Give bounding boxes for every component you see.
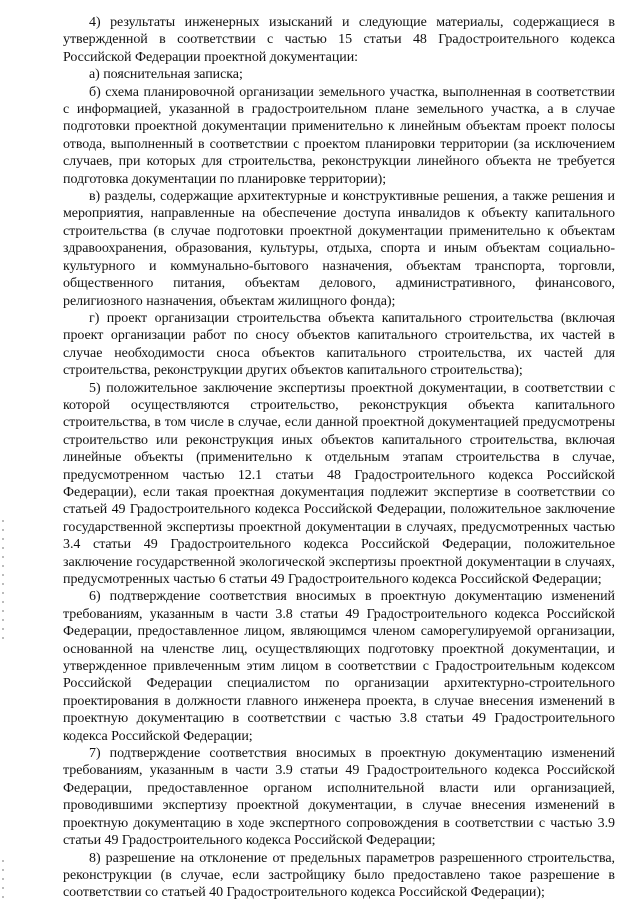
paragraph-item-6: 6) подтверждение соответствия вносимых в проектную документацию изменений требованиям, указанным в части 3.8 статьи 49 Градостроительного кодекса Российской Федерации, предоставленное лицом, являющимся членом саморегулируемой организации, основанной на членстве лиц, осуществляющих подготовку проектной документации, и утвержденное привлеченным этим лицом в соответствии с Градостроительным кодексом Российской Федерации специалистом по организации архитектурно-строительного проектирования в должности главного инженера проекта, в случае внесения изменений в проектную документацию в соответствии с частью 3.8 статьи 49 Градостроительного кодекса Российской Федерации;	[63, 589, 615, 744]
paragraph-item-7: 7) подтверждение соответствия вносимых в проектную документацию изменений требованиям, указанным в части 3.9 статьи 49 Градостроительного кодекса Российской Федерации, предоставленное органом исполнительной власти или организацией, проводившими экспертизу проектной документации, в случае внесения изменений в проектную документацию в ходе экспертного сопровождения в соответствии с частью 3.9 статьи 49 Градостроительного кодекса Российской Федерации;	[63, 746, 615, 849]
scan-edge-marks	[2, 520, 4, 640]
paragraph-item-4a: а) пояснительная записка;	[89, 67, 243, 83]
paragraph-item-4v: в) разделы, содержащие архитектурные и конструктивные решения, а также решения и мероприятия, направленные на обеспечение доступа инвалидов к объекту капитального строительства (в случае подготовки проектной документации применительно к объектам здравоохранения, образования, культуры, отдыха, спорта и иным объектам социально-культурного и коммунально-бытового назначения, объектам транспорта, торговли, общественного питания, объектам делового, административного, финансового, религиозного назначения, объектам жилищного фонда);	[63, 189, 615, 309]
document-page	[63, 14, 615, 902]
paragraph-item-5: 5) положительное заключение экспертизы проектной документации, в соответствии с которой осуществляются строительство, реконструкция объекта капитального строительства, в том числе в случае, если данной проектной документацией предусмотрены строительство или реконструкция иных объектов капитального строительства, включая линейные объекты (применительно к отдельным этапам строительства в случае, предусмотренном частью 12.1 статьи 48 Градостроительного кодекса Российской Федерации), если такая проектная документация подлежит экспертизе в соответствии со статьей 49 Градостроительного кодекса Российской Федерации, положительное заключение государственной экспертизы проектной документации в случаях, предусмотренных частью 3.4 статьи 49 Градостроительного кодекса Российской Федерации, положительное заключение государственной экологической экспертизы проектной документации в случаях, предусмотренных частью 6 статьи 49 Градостроительного кодекса Российской Федерации;	[63, 380, 615, 587]
paragraph-item-4: 4) результаты инженерных изысканий и следующие материалы, содержащиеся в утвержденной в соответствии с частью 15 статьи 48 Градостроительного кодекса Российской Федерации проектной документации:	[63, 15, 615, 65]
paragraph-item-4g: г) проект организации строительства объекта капитального строительства (включая проект организации работ по сносу объектов капитального строительства, их частей в случае необходимости сноса объектов капитального строительства, их частей для строительства, реконструкции других объектов капитального строительства);	[63, 310, 615, 379]
scan-edge-marks	[2, 860, 4, 900]
paragraph-item-4b: б) схема планировочной организации земельного участка, выполненная в соответствии с информацией, указанной в градостроительном плане земельного участка, а в случае подготовки проектной документации применительно к линейным объектам проект полосы отвода, выполненный в соответствии с проектом планировки территории (за исключением случаев, при которых для строительства, реконструкции линейного объекта не требуется подготовка документации по планировке территории);	[63, 84, 615, 187]
paragraph-item-8: 8) разрешение на отклонение от предельных параметров разрешенного строительства, реконструкции (в случае, если застройщику было предоставлено такое разрешение в соответствии со статьей 40 Градостроительного кодекса Российской Федерации);	[63, 850, 615, 901]
